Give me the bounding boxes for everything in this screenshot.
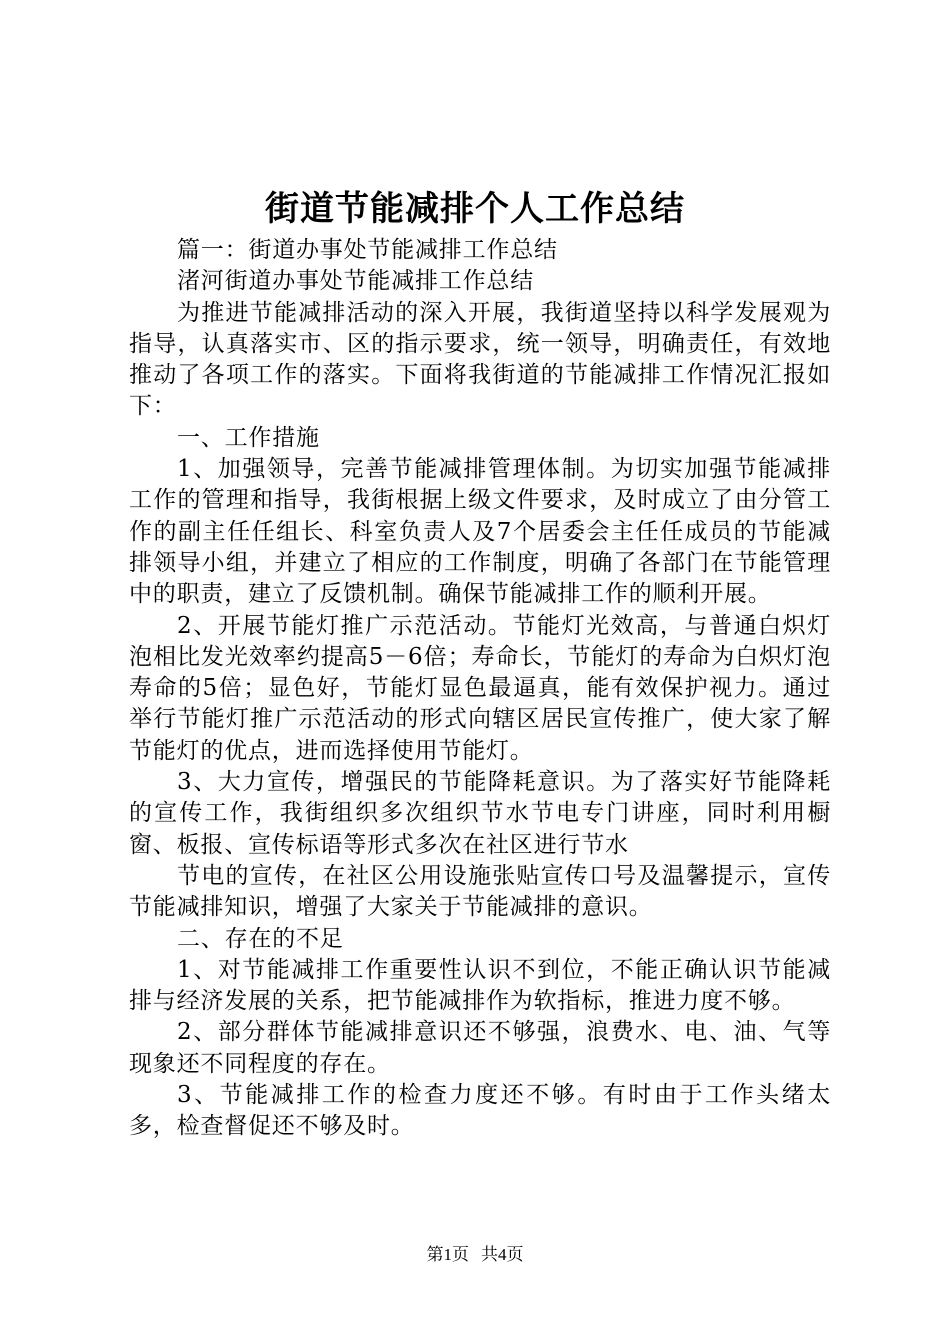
paragraph-shortcoming-1: 1、对节能减排工作重要性认识不到位，不能正确认识节能减排与经济发展的关系，把节能减排作为软指标，推进力度不够。 <box>129 956 831 1015</box>
section-heading-measures: 一、工作措施 <box>177 424 320 451</box>
paragraph-measure-1: 1、加强领导，完善节能减排管理体制。为切实加强节能减排工作的管理和指导，我街根据上级文件要求，及时成立了由分管工作的副主任任组长、科室负责人及7个居委会主任任成员的节能减排领导小组，并建立了相应的工作制度，明确了各部门在节能管理中的职责，建立了反馈机制。确保节能减排工作的顺利开展。 <box>129 456 831 608</box>
document-body <box>129 235 831 1143</box>
page-footer <box>0 1243 950 1267</box>
paragraph-shortcoming-3: 3、节能减排工作的检查力度还不够。有时由于工作头绪太多，检查督促还不够及时。 <box>129 1082 831 1140</box>
document-title: 街道节能减排个人工作总结 <box>265 189 685 229</box>
paragraph-intro: 为推进节能减排活动的深入开展，我街道坚持以科学发展观为指导，认真落实市、区的指示要求，统一领导，明确责任，有效地推动了各项工作的落实。下面将我街道的节能减排工作情况汇报如下： <box>129 299 831 420</box>
paragraph-shortcoming-2: 2、部分群体节能减排意识还不够强，浪费水、电、油、气等现象还不同程度的存在。 <box>129 1019 831 1077</box>
page-number: 第1页 <box>426 1245 469 1264</box>
paragraph-measure-3-continued: 节电的宣传，在社区公用设施张贴宣传口号及温馨提示，宣传节能减排知识，增强了大家关于节能减排的意识。 <box>129 862 831 921</box>
paragraph-measure-3: 3、大力宣传，增强民的节能降耗意识。为了落实好节能降耗的宣传工作，我街组织多次组织节水节电专门讲座，同时利用橱窗、板报、宣传标语等形式多次在社区进行节水 <box>129 769 831 858</box>
paragraph-measure-2: 2、开展节能灯推广示范活动。节能灯光效高，与普通白炽灯泡相比发光效率约提高5－6倍；寿命长，节能灯的寿命为白炽灯泡寿命的5倍；显色好，节能灯显色最逼真，能有效保护视力。通过举行节能灯推广示范活动的形式向辖区居民宣传推广，使大家了解节能灯的优点，进而选择使用节能灯。 <box>129 612 831 764</box>
page-total: 共4页 <box>481 1245 524 1264</box>
section-heading-shortcomings: 二、存在的不足 <box>177 925 344 952</box>
paragraph-article-heading: 篇一：街道办事处节能减排工作总结 <box>177 237 558 263</box>
paragraph-subtitle: 渚河街道办事处节能减排工作总结 <box>177 268 534 295</box>
